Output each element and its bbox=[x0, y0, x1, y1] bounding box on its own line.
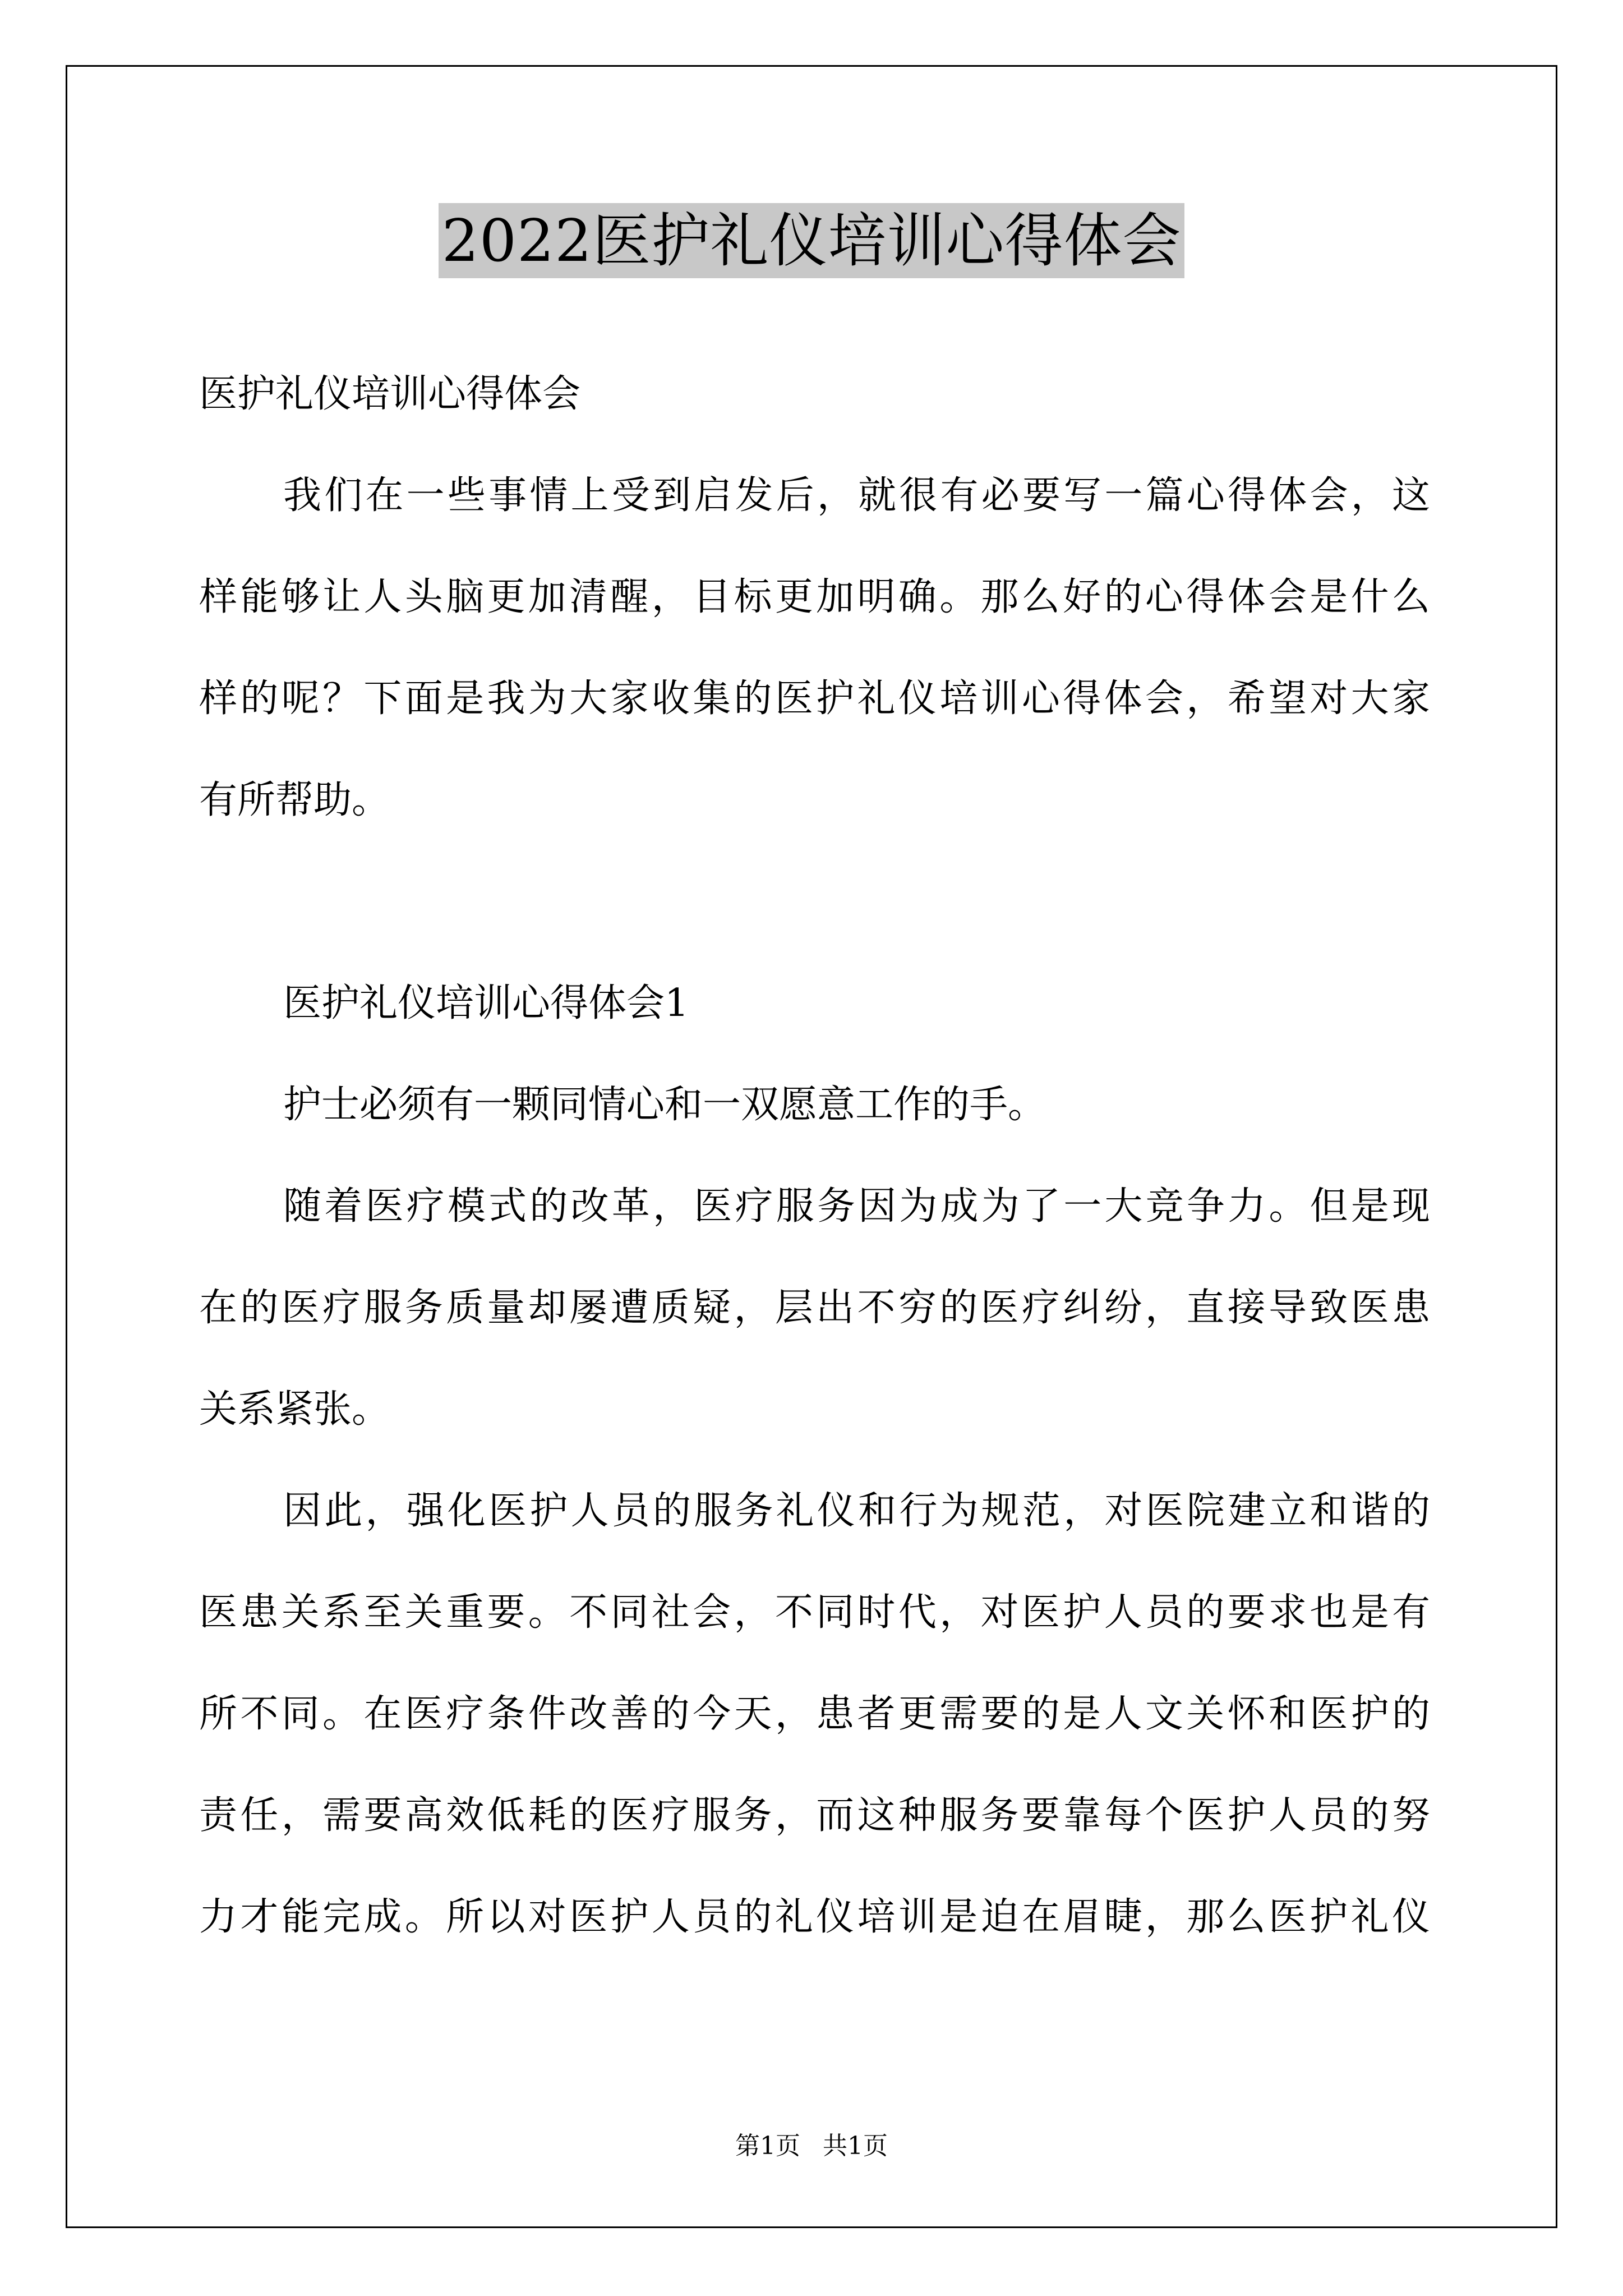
paragraph-line: 所不同。在医疗条件改善的今天，患者更需要的是人文关怀和医护的 bbox=[199, 1692, 1430, 1736]
intro-line: 我们在一些事情上受到启发后，就很有必要写一篇心得体会，这 bbox=[283, 473, 1430, 518]
paragraph-line: 因此，强化医护人员的服务礼仪和行为规范，对医院建立和谐的 bbox=[283, 1489, 1430, 1533]
paragraph-line: 力才能完成。所以对医护人员的礼仪培训是迫在眉睫，那么医护礼仪 bbox=[199, 1895, 1430, 1939]
paragraph-line: 在的医疗服务质量却屡遭质疑，层出不穷的医疗纠纷，直接导致医患 bbox=[199, 1286, 1430, 1330]
intro-line: 有所帮助。 bbox=[199, 778, 390, 822]
paragraph-line: 责任，需要高效低耗的医疗服务，而这种服务要靠每个医护人员的努 bbox=[199, 1793, 1430, 1838]
paragraph-gap bbox=[199, 851, 1430, 953]
paragraph-line: 护士必须有一颗同情心和一双愿意工作的手。 bbox=[283, 1083, 1046, 1127]
page-number: 第1页 bbox=[735, 2132, 800, 2160]
page-total: 共1页 bbox=[823, 2132, 888, 2160]
title-container bbox=[0, 203, 1623, 278]
page-footer bbox=[0, 2129, 1623, 2163]
document-title: 2022医护礼仪培训心得体会 bbox=[439, 203, 1185, 278]
paragraph-line: 医患关系至关重要。不同社会，不同时代，对医护人员的要求也是有 bbox=[199, 1590, 1430, 1635]
paragraph-line: 随着医疗模式的改革，医疗服务因为成为了一大竞争力。但是现 bbox=[283, 1184, 1430, 1228]
intro-line: 样能够让人头脑更加清醒，目标更加明确。那么好的心得体会是什么 bbox=[199, 575, 1430, 619]
intro-line: 样的呢？下面是我为大家收集的医护礼仪培训心得体会，希望对大家 bbox=[199, 677, 1430, 721]
document-body bbox=[199, 343, 1430, 1968]
document-subtitle: 医护礼仪培训心得体会 bbox=[199, 372, 581, 416]
paragraph-line: 关系紧张。 bbox=[199, 1387, 390, 1432]
section-heading: 医护礼仪培训心得体会1 bbox=[283, 981, 689, 1025]
